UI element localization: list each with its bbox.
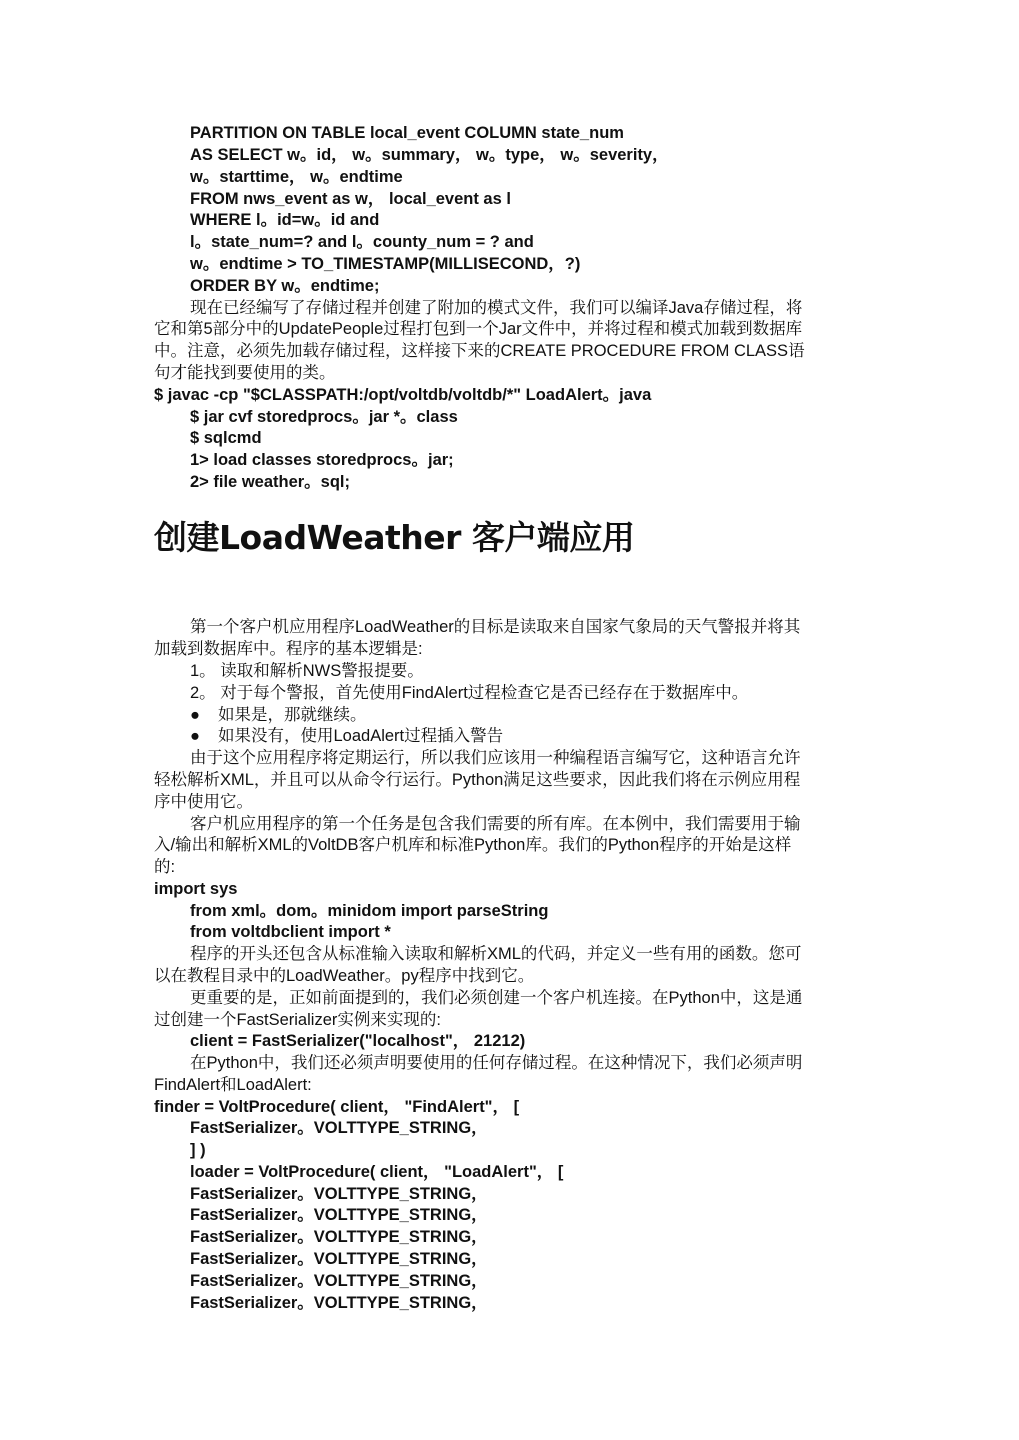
python-code-line: from xml。dom。minidom import parseString — [190, 902, 549, 920]
python-code-line: ] ) — [190, 1141, 206, 1159]
bullet-text: 如果没有，使用LoadAlert过程插入警告 — [218, 727, 504, 745]
sql-code-line: w。endtime > TO_TIMESTAMP(MILLISECOND，?) — [190, 255, 581, 273]
paragraph-line: FindAlert和LoadAlert: — [154, 1076, 312, 1094]
shell-command-line: $ javac -cp "$CLASSPATH:/opt/voltdb/voltdb/*" LoadAlert。java — [154, 386, 652, 404]
list-item: 2。 对于每个警报，首先使用FindAlert过程检查它是否已经存在于数据库中。 — [190, 684, 749, 702]
sql-code-line: ORDER BY w。endtime; — [190, 277, 380, 295]
bullet-text: 如果是，那就继续。 — [218, 706, 367, 724]
python-code-line: client = FastSerializer("localhost"， 21212) — [190, 1032, 526, 1050]
section-heading: 创建LoadWeather 客户端应用 — [154, 518, 635, 557]
python-code-line: FastSerializer。VOLTTYPE_STRING， — [190, 1250, 488, 1268]
paragraph-line: 程序的开头还包含从标准输入读取和解析XML的代码，并定义一些有用的函数。您可 — [190, 945, 802, 963]
paragraph-line: 加载到数据库中。程序的基本逻辑是: — [154, 640, 423, 658]
python-code-line: FastSerializer。VOLTTYPE_STRING， — [190, 1272, 488, 1290]
python-code-line: loader = VoltProcedure( client， "LoadAlert"， [ — [190, 1163, 564, 1181]
paragraph-line: 更重要的是，正如前面提到的，我们必须创建一个客户机连接。在Python中，这是通 — [190, 989, 803, 1007]
shell-command-line: 2> file weather。sql; — [190, 473, 351, 491]
python-code-line: FastSerializer。VOLTTYPE_STRING， — [190, 1185, 488, 1203]
python-code-line: FastSerializer。VOLTTYPE_STRING， — [190, 1228, 488, 1246]
paragraph-line: 句才能找到要使用的类。 — [154, 364, 336, 382]
sql-code-line: FROM nws_event as w， local_event as l — [190, 190, 511, 208]
python-code-line: FastSerializer。VOLTTYPE_STRING， — [190, 1294, 488, 1312]
python-code-line: import sys — [154, 880, 238, 898]
paragraph-line: 中。注意，必须先加载存储过程，这样接下来的CREATE PROCEDURE FROM CLASS语 — [154, 342, 805, 360]
sql-code-line: l。state_num=? and l。county_num = ? and — [190, 233, 534, 251]
paragraph-line: 序中使用它。 — [154, 793, 253, 811]
paragraph-line: 入/输出和解析XML的VoltDB客户机库和标准Python库。我们的Python程序的开始是这样 — [154, 836, 792, 854]
bullet-item — [190, 704, 902, 726]
bullet-icon: ● — [190, 706, 200, 724]
sql-code-line: w。starttime， w。endtime — [190, 168, 403, 186]
sql-code-line: WHERE l。id=w。id and — [190, 211, 380, 229]
paragraph-line: 第一个客户机应用程序LoadWeather的目标是读取来自国家气象局的天气警报并将其 — [190, 618, 801, 636]
shell-command-line: 1> load classes storedprocs。jar; — [190, 451, 454, 469]
paragraph-line: 现在已经编写了存储过程并创建了附加的模式文件，我们可以编译Java存储过程，将 — [190, 299, 803, 317]
bullet-icon: ● — [190, 727, 200, 745]
paragraph-line: 它和第5部分中的UpdatePeople过程打包到一个Jar文件中，并将过程和模式加载到数据库 — [154, 320, 803, 338]
paragraph-line: 在Python中，我们还必须声明要使用的任何存储过程。在这种情况下，我们必须声明 — [190, 1054, 803, 1072]
paragraph-line: 的: — [154, 858, 176, 876]
paragraph-line: 过创建一个FastSerializer实例来实现的: — [154, 1011, 441, 1029]
shell-command-line: $ jar cvf storedprocs。jar *。class — [190, 408, 458, 426]
sql-code-line: AS SELECT w。id， w。summary， w。type， w。severity， — [190, 146, 669, 164]
shell-command-line: $ sqlcmd — [190, 429, 262, 447]
python-code-line: from voltdbclient import * — [190, 923, 391, 941]
list-item: 1。 读取和解析NWS警报提要。 — [190, 662, 424, 680]
bullet-item — [190, 725, 902, 747]
paragraph-line: 轻松解析XML，并且可以从命令行运行。Python满足这些要求，因此我们将在示例应用程 — [154, 771, 801, 789]
sql-code-line: PARTITION ON TABLE local_event COLUMN state_num — [190, 124, 624, 142]
paragraph-line: 由于这个应用程序将定期运行，所以我们应该用一种编程语言编写它，这种语言允许 — [190, 749, 801, 767]
paragraph-line: 客户机应用程序的第一个任务是包含我们需要的所有库。在本例中，我们需要用于输 — [190, 815, 801, 833]
python-code-line: finder = VoltProcedure( client， "FindAlert"， [ — [154, 1098, 520, 1116]
python-code-line: FastSerializer。VOLTTYPE_STRING， — [190, 1206, 488, 1224]
paragraph-line: 以在教程目录中的LoadWeather。py程序中找到它。 — [154, 967, 535, 985]
python-code-line: FastSerializer。VOLTTYPE_STRING， — [190, 1119, 488, 1137]
